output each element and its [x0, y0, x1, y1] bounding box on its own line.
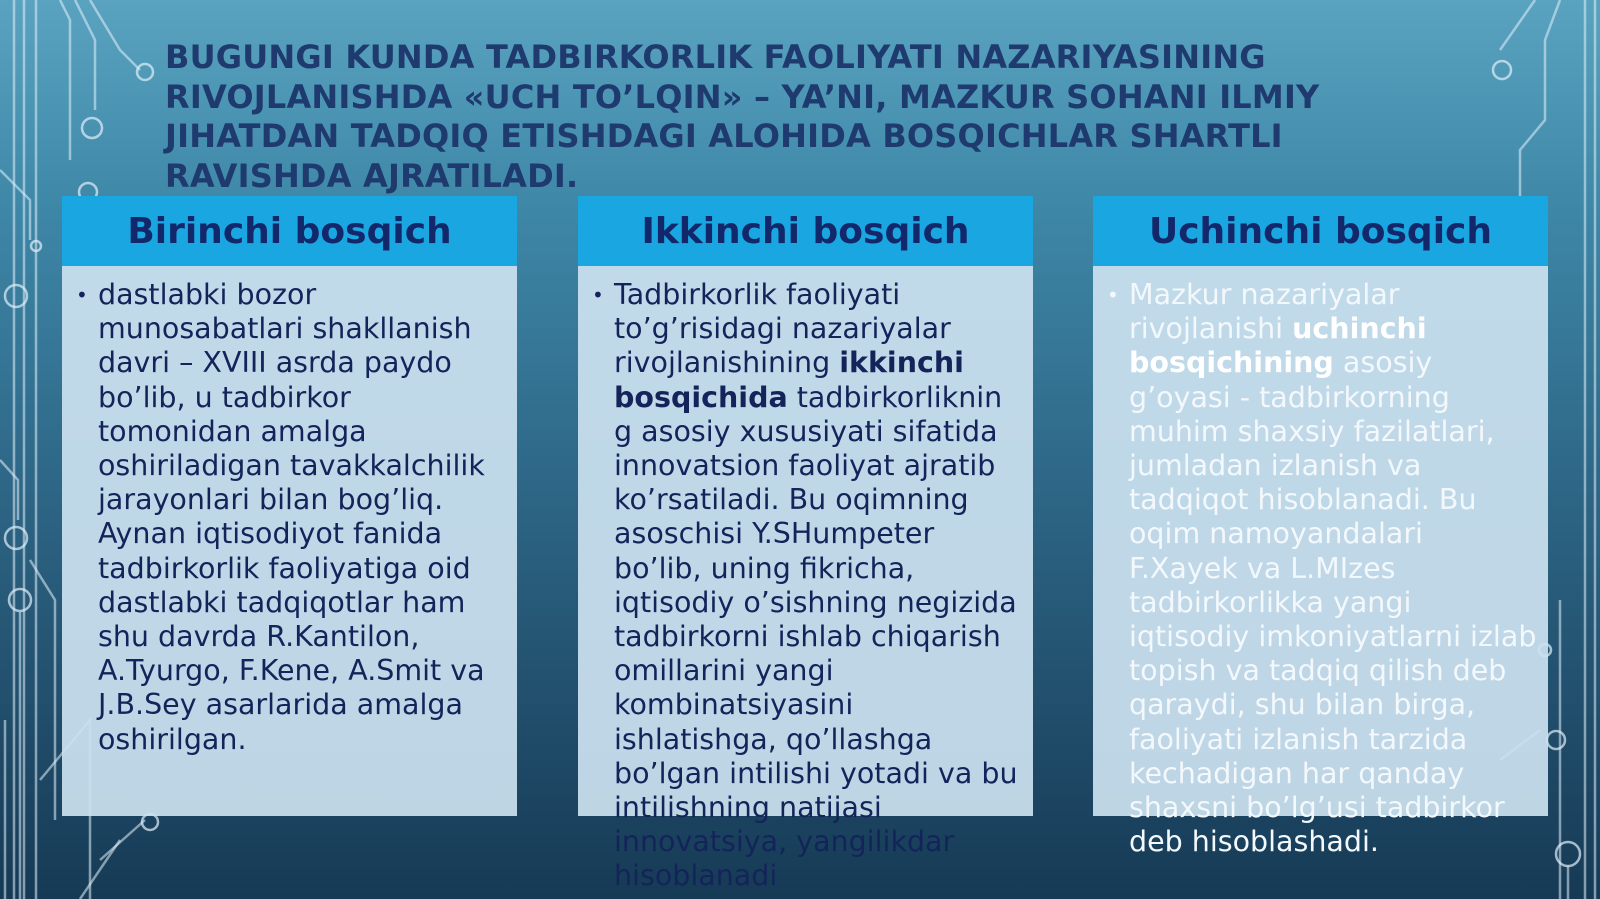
panel-text [1107, 278, 1537, 859]
bullet-icon: • [592, 283, 604, 307]
highlight-term: ikkinchi bosqichida [614, 346, 964, 414]
panel-text [76, 278, 506, 757]
panel-birinchi-bosqich [62, 196, 517, 816]
panel-paragraph: dastlabki bozor munosabatlari shakllanish davri – XVIII asrda paydo bo’lib, u tadbirkor tomonidan amalga oshiriladigan tavakkalchilik jarayonlari bilan bog’liq. Aynan iqtisodiyot fanida tadbirkorlik faoliyatiga oid dastlabki tadqiqotlar ham shu davrda R.Kantilon, A.Tyurgo, F.Kene, A.Smit va J.B.Sey asarlarida amalga oshirilgan. [98, 278, 485, 756]
bullet-icon: • [1107, 283, 1119, 307]
slide-title: BUGUNGI KUNDA TADBIRKORLIK FAOLIYATI NAZARIYASINING RIVOJLANISHDA «UCH TO’LQIN» – YA’NI, MAZKUR SOHANI ILMIY JIHATDAN TADQIQ ETISHDAGI ALOHIDA BOSQICHLAR SHARTLI RAVISHDA AJRATILADI. [165, 38, 1320, 195]
panel-paragraph: Tadbirkorlik faoliyati to’g’risidagi nazariyalar rivojlanishining ikkinchi bosqichida tadbirkorliknin g asosiy xususiyati sifatida innovatsion faoliyat ajratib ko’rsatiladi. Bu oqimning asoschisi Y.SHumpeter bo’lib, uning fikricha, iqtisodiy o’sishning negizida tadbirkorni ishlab chiqarish omillarini yangi kombinatsiyasini ishlatishga, qo’llashga bo’lgan intilishi yotadi va bu intilishning natijasi innovatsiya, yangilikdar hisoblanadi [614, 278, 1018, 893]
panel-heading: Birinchi bosqich [62, 196, 517, 266]
panel-text [592, 278, 1022, 894]
panel-heading: Ikkinchi bosqich [578, 196, 1033, 266]
panel-paragraph: Mazkur nazariyalar rivojlanishi uchinchi bosqichining asosiy g’oyasi - tadbirkorning muhim shaxsiy fazilatlari, jumladan izlanish va tadqiqot hisoblanadi. Bu oqim namoyandalari F.Xayek va L.MIzes tadbirkorlikka yangi iqtisodiy imkoniyatlarni izlab topish va tadqiq qilish deb qaraydi, shu bilan birga, faoliyati izlanish tarzida kechadigan har qanday shaxsni bo’lg’usi tadbirkor deb hisoblashadi. [1129, 278, 1537, 859]
panel-uchinchi-bosqich [1093, 196, 1548, 859]
panel-ikkinchi-bosqich [578, 196, 1033, 893]
highlight-term: uchinchi bosqichining [1129, 312, 1427, 380]
bullet-icon: • [76, 283, 88, 307]
panel-heading: Uchinchi bosqich [1093, 196, 1548, 266]
